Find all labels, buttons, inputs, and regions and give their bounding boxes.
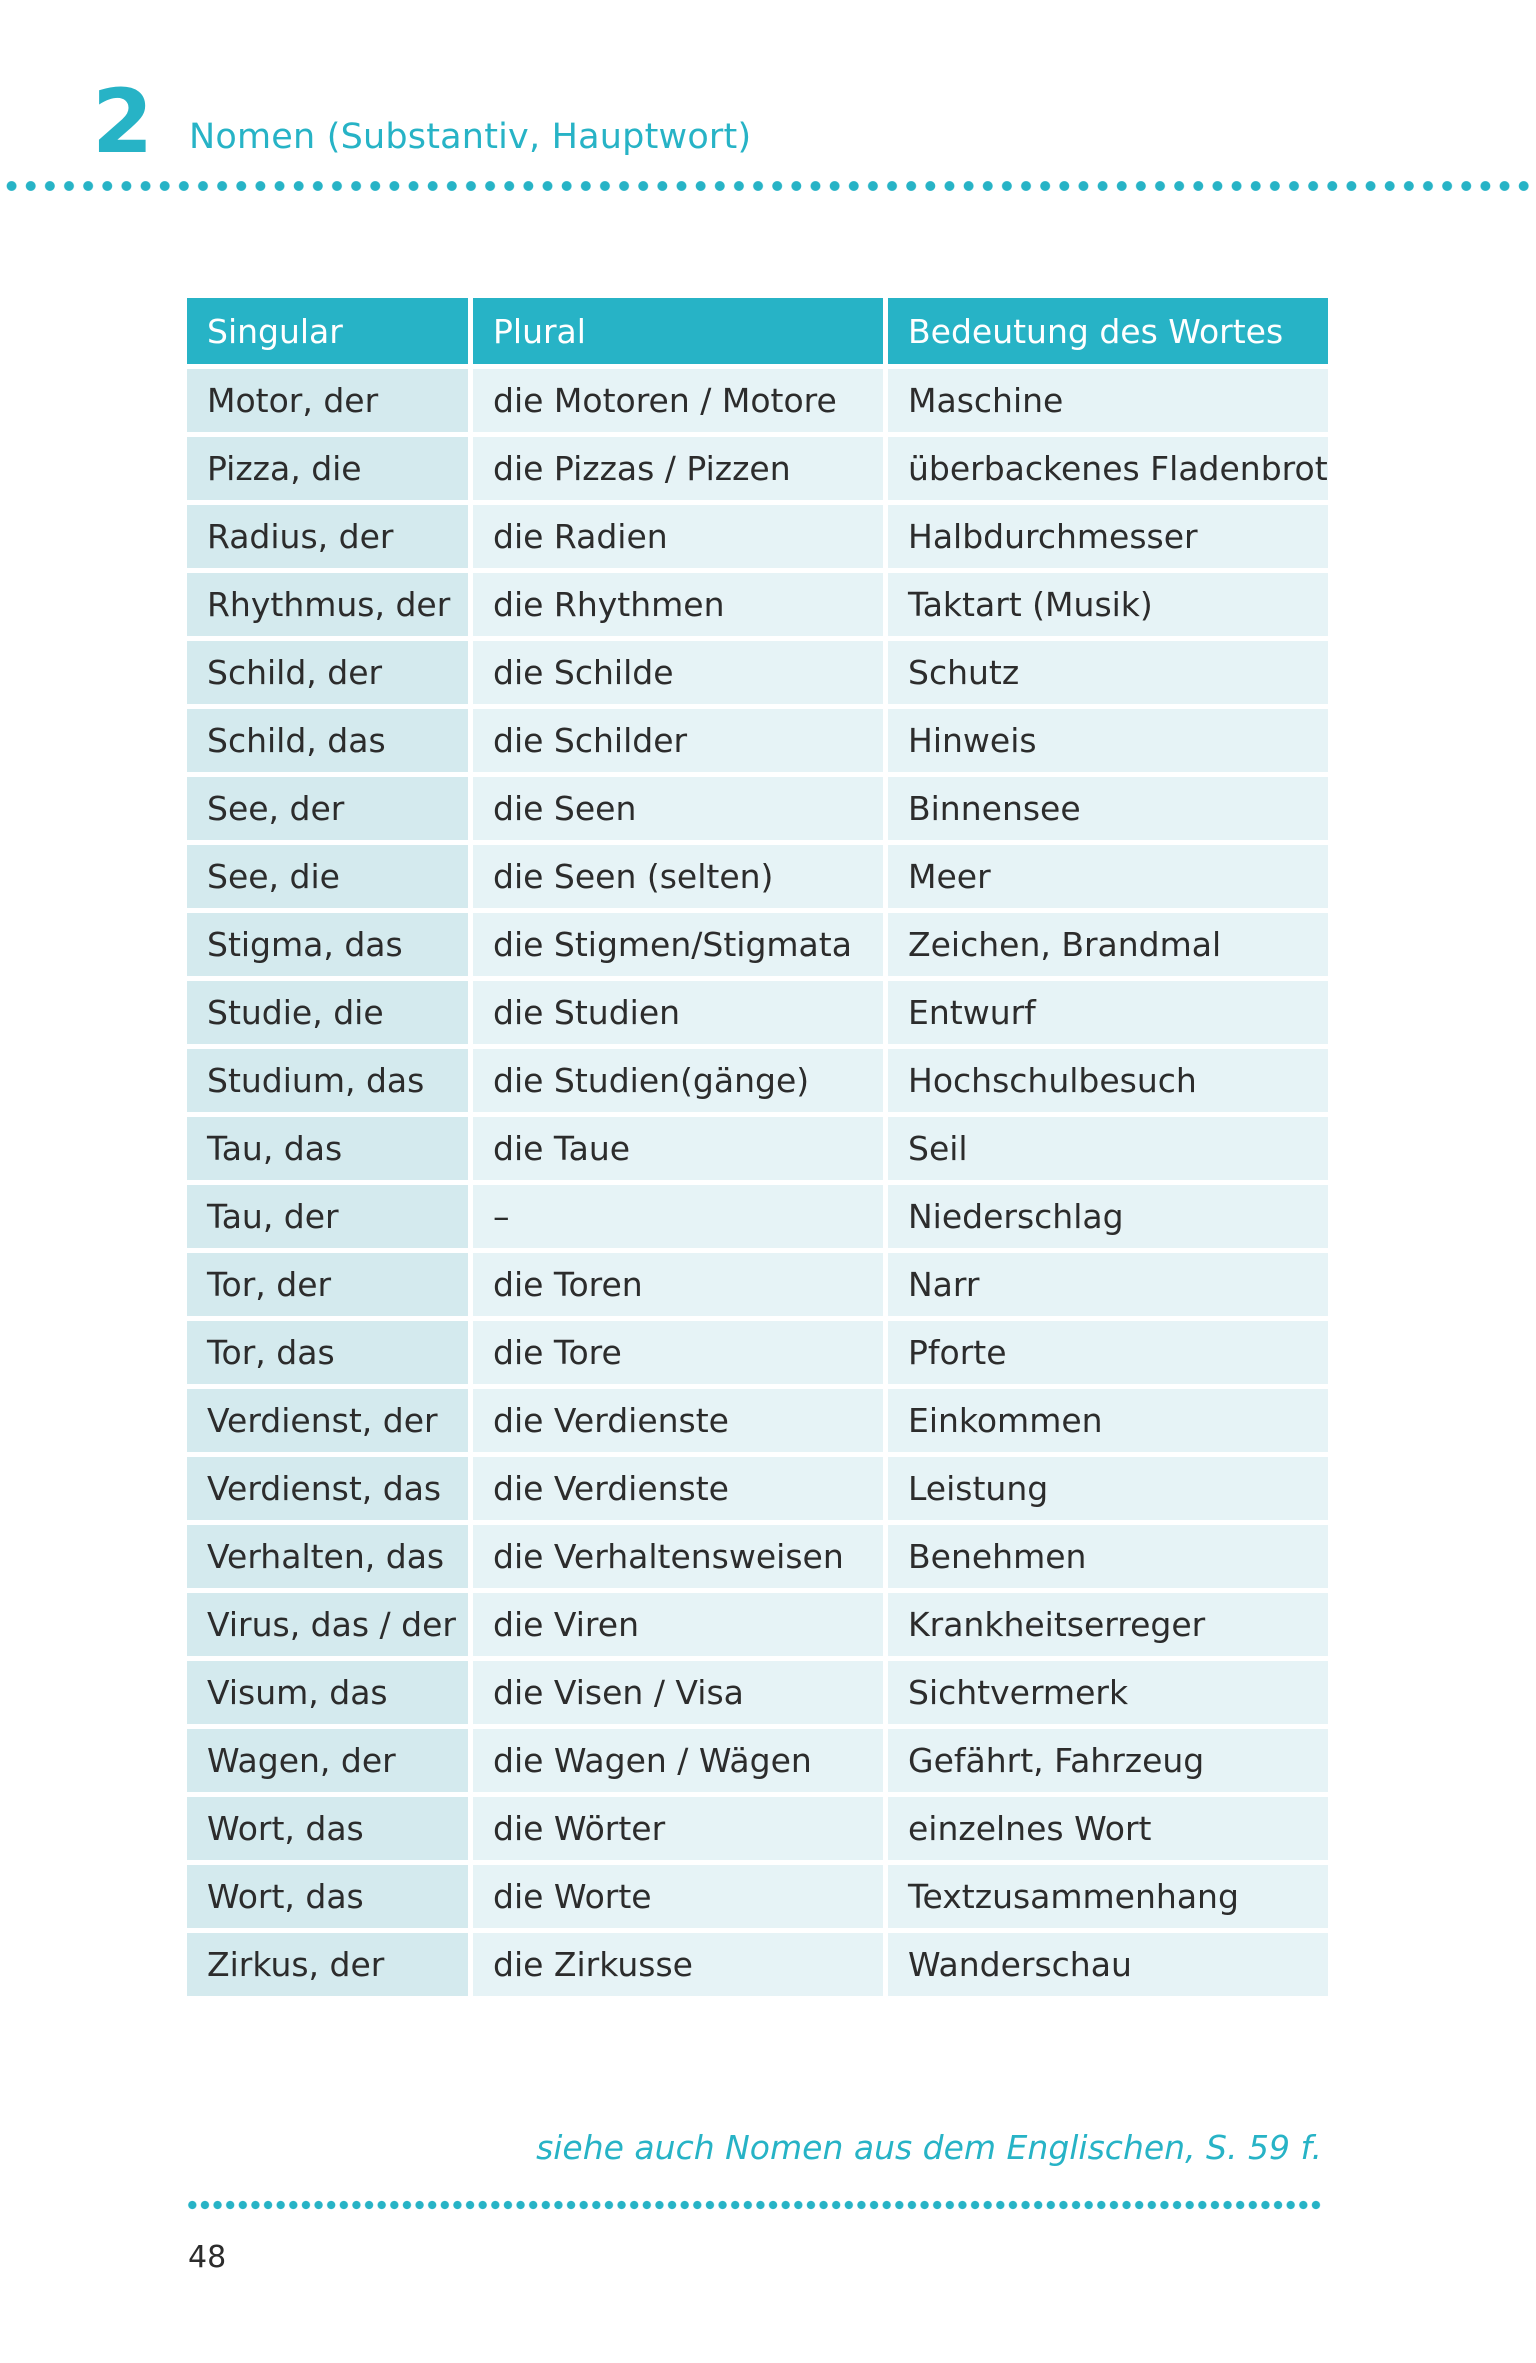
plural-cell: die Seen: [473, 777, 888, 845]
singular-cell: Motor, der: [187, 369, 473, 437]
table-row: [187, 1321, 1328, 1389]
meaning-cell: Maschine: [888, 369, 1328, 437]
meaning-cell: Zeichen, Brandmal: [888, 913, 1328, 981]
meaning-cell: Einkommen: [888, 1389, 1328, 1457]
table-row: [187, 845, 1328, 913]
singular-cell: Radius, der: [187, 505, 473, 573]
singular-cell: Tor, das: [187, 1321, 473, 1389]
singular-cell: Schild, der: [187, 641, 473, 709]
meaning-cell: Niederschlag: [888, 1185, 1328, 1253]
meaning-cell: Entwurf: [888, 981, 1328, 1049]
singular-cell: Verdienst, der: [187, 1389, 473, 1457]
plural-cell: die Stigmen/Stigmata: [473, 913, 888, 981]
plural-cell: die Verhaltensweisen: [473, 1525, 888, 1593]
plural-cell: die Studien: [473, 981, 888, 1049]
table-row: [187, 1593, 1328, 1661]
table-row: [187, 981, 1328, 1049]
table-row: [187, 437, 1328, 505]
plural-cell: die Viren: [473, 1593, 888, 1661]
singular-cell: Verhalten, das: [187, 1525, 473, 1593]
meaning-cell: einzelnes Wort: [888, 1797, 1328, 1865]
singular-cell: Rhythmus, der: [187, 573, 473, 641]
plural-cell: die Verdienste: [473, 1457, 888, 1525]
plural-cell: die Pizzas / Pizzen: [473, 437, 888, 505]
table-row: [187, 1933, 1328, 2001]
meaning-cell: Krankheitserreger: [888, 1593, 1328, 1661]
singular-cell: Studium, das: [187, 1049, 473, 1117]
table-row: [187, 1389, 1328, 1457]
plural-cell: die Wagen / Wägen: [473, 1729, 888, 1797]
table-row: [187, 1457, 1328, 1525]
singular-cell: Zirkus, der: [187, 1933, 473, 2001]
meaning-cell: Narr: [888, 1253, 1328, 1321]
meaning-cell: Hinweis: [888, 709, 1328, 777]
plural-cell: die Verdienste: [473, 1389, 888, 1457]
meaning-cell: Wanderschau: [888, 1933, 1328, 2001]
table-row: [187, 641, 1328, 709]
meaning-cell: Benehmen: [888, 1525, 1328, 1593]
plural-cell: die Schilder: [473, 709, 888, 777]
plural-cell: –: [473, 1185, 888, 1253]
table-row: [187, 369, 1328, 437]
meaning-cell: Schutz: [888, 641, 1328, 709]
table-row: [187, 1117, 1328, 1185]
meaning-cell: Hochschulbesuch: [888, 1049, 1328, 1117]
plural-cell: die Schilde: [473, 641, 888, 709]
plural-cell: die Zirkusse: [473, 1933, 888, 2001]
plural-cell: die Taue: [473, 1117, 888, 1185]
meaning-cell: Leistung: [888, 1457, 1328, 1525]
meaning-cell: Binnensee: [888, 777, 1328, 845]
singular-cell: See, der: [187, 777, 473, 845]
meaning-cell: Meer: [888, 845, 1328, 913]
page-number: 48: [188, 2240, 227, 2275]
table-body: [187, 369, 1328, 2001]
singular-cell: Stigma, das: [187, 913, 473, 981]
singular-cell: Visum, das: [187, 1661, 473, 1729]
column-header-singular: Singular: [187, 298, 473, 369]
meaning-cell: Halbdurchmesser: [888, 505, 1328, 573]
meaning-cell: Pforte: [888, 1321, 1328, 1389]
plural-cell: die Seen (selten): [473, 845, 888, 913]
plural-cell: die Rhythmen: [473, 573, 888, 641]
singular-cell: Virus, das / der: [187, 1593, 473, 1661]
singular-cell: Wort, das: [187, 1797, 473, 1865]
meaning-cell: Gefährt, Fahrzeug: [888, 1729, 1328, 1797]
plural-cell: die Motoren / Motore: [473, 369, 888, 437]
table-row: [187, 1049, 1328, 1117]
singular-cell: Schild, das: [187, 709, 473, 777]
dotted-divider-bottom: [186, 2199, 1324, 2211]
table-row: [187, 1253, 1328, 1321]
column-header-meaning: Bedeutung des Wortes: [888, 298, 1328, 369]
plural-cell: die Toren: [473, 1253, 888, 1321]
table-header-row: [187, 298, 1328, 369]
meaning-cell: Textzusammenhang: [888, 1865, 1328, 1933]
meaning-cell: Seil: [888, 1117, 1328, 1185]
chapter-number: 2: [92, 70, 154, 173]
meaning-cell: Taktart (Musik): [888, 573, 1328, 641]
singular-cell: Tau, das: [187, 1117, 473, 1185]
plural-cell: die Worte: [473, 1865, 888, 1933]
vocabulary-table: [187, 298, 1328, 2001]
dotted-divider-top: [2, 179, 1534, 193]
table-row: [187, 913, 1328, 981]
table-row: [187, 777, 1328, 845]
table-row: [187, 709, 1328, 777]
singular-cell: Studie, die: [187, 981, 473, 1049]
table-row: [187, 1865, 1328, 1933]
meaning-cell: Sichtvermerk: [888, 1661, 1328, 1729]
column-header-plural: Plural: [473, 298, 888, 369]
table-row: [187, 1661, 1328, 1729]
table-row: [187, 1729, 1328, 1797]
table-row: [187, 1797, 1328, 1865]
plural-cell: die Visen / Visa: [473, 1661, 888, 1729]
plural-cell: die Wörter: [473, 1797, 888, 1865]
table-row: [187, 1185, 1328, 1253]
plural-cell: die Tore: [473, 1321, 888, 1389]
singular-cell: Wagen, der: [187, 1729, 473, 1797]
table-row: [187, 505, 1328, 573]
meaning-cell: überbackenes Fladenbrot: [888, 437, 1328, 505]
singular-cell: Tau, der: [187, 1185, 473, 1253]
table-row: [187, 573, 1328, 641]
table-row: [187, 1525, 1328, 1593]
singular-cell: See, die: [187, 845, 473, 913]
singular-cell: Wort, das: [187, 1865, 473, 1933]
singular-cell: Tor, der: [187, 1253, 473, 1321]
plural-cell: die Studien(gänge): [473, 1049, 888, 1117]
singular-cell: Pizza, die: [187, 437, 473, 505]
cross-reference-note: siehe auch Nomen aus dem Englischen, S. 59 f.: [536, 2128, 1322, 2167]
chapter-title: Nomen (Substantiv, Hauptwort): [189, 117, 752, 157]
singular-cell: Verdienst, das: [187, 1457, 473, 1525]
plural-cell: die Radien: [473, 505, 888, 573]
